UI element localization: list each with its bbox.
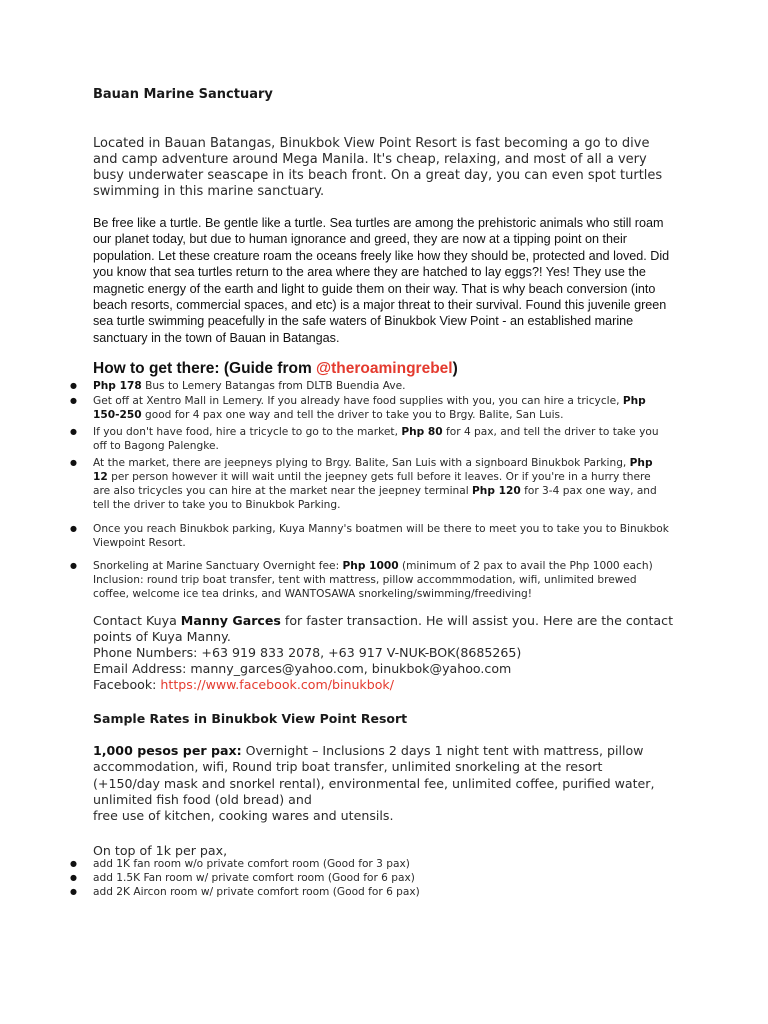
rate-description: Overnight – Inclusions 2 days 1 night tent with mattress, pillow accommodation, wifi, Round trip boat transfer, unlimited snorkeling at the resort (+150/day mask and snorkel rental), environmental fee, unlimited coffee, purified water, unlimited fish food (old bread) and bbox=[93, 743, 655, 807]
author-handle-link[interactable]: @theroamingrebel bbox=[316, 360, 453, 377]
contact-email: Email Address: manny_garces@yahoo.com, binukbok@yahoo.com bbox=[93, 661, 512, 676]
how-to-heading-close: ) bbox=[452, 360, 458, 377]
how-to-heading bbox=[93, 360, 673, 378]
contact-section bbox=[93, 613, 673, 693]
addon-item: ● add 1K fan room w/o private comfort room (Good for 3 pax) bbox=[70, 857, 670, 871]
rate-price: 1,000 pesos per pax bbox=[93, 743, 237, 758]
addons-list bbox=[70, 857, 670, 899]
direction-step: ● Php 178 Bus to Lemery Batangas from DLTB Buendia Ave. bbox=[70, 379, 670, 393]
rate-description-2: free use of kitchen, cooking wares and utensils. bbox=[93, 808, 394, 824]
contact-phone: Phone Numbers: +63 919 833 2078, +63 917 V-NUK-BOK(8685265) bbox=[93, 645, 522, 660]
contact-intro: Contact Kuya Manny Garces for faster transaction. He will assist you. Here are the contact points of Kuya Manny. bbox=[93, 613, 674, 644]
rates-paragraph: 1,000 pesos per pax: Overnight – Inclusions 2 days 1 night tent with mattress, pillow accommodation, wifi, Round trip boat transfer, unlimited snorkeling at the resort (+150/day mask and snorkel rental), environmental fee, unlimited coffee, purified water, unlimited fish food (old bread) and free use of kitchen, cooking wares and utensils. bbox=[93, 743, 673, 824]
on-top-note: On top of 1k per pax, bbox=[93, 843, 228, 858]
intro-paragraph: Located in Bauan Batangas, Binukbok View Point Resort is fast becoming a go to dive and camp adventure around Mega Manila. It's cheap, relaxing, and most of all a very busy underwater seascape in its beach front. On a great day, you can even spot turtles swimming in this marine sanctuary. bbox=[93, 136, 663, 199]
direction-step: ● Once you reach Binukbok parking, Kuya Manny's boatmen will be there to meet you to take you to Binukbok Viewpoint Resort. bbox=[70, 522, 670, 550]
turtle-paragraph: Be free like a turtle. Be gentle like a turtle. Sea turtles are among the prehistoric animals who still roam our planet today, but due to human ignorance and greed, they are now at a tipping point on their population. Let these creature roam the oceans freely like how they should be, protected and loved. Did you know that sea turtles return to the area where they are hatched to lay eggs?! Yes! They use the magnetic energy of the earth and light to guide them on their way. That is why beach conversion (into beach resorts, commercial spaces, and etc) is a major threat to their survival. Found this juvenile green sea turtle swimming peacefully in the safe waters of Binukbok View Point - an established marine sanctuary in the town of Bauan in Batangas. bbox=[93, 216, 670, 345]
addon-item: ● add 1.5K Fan room w/ private comfort room (Good for 6 pax) bbox=[70, 871, 670, 885]
facebook-link[interactable]: https://www.facebook.com/binukbok/ bbox=[160, 677, 394, 692]
rates-heading: Sample Rates in Binukbok View Point Resort bbox=[93, 711, 408, 726]
contact-facebook: Facebook: https://www.facebook.com/binukbok/ bbox=[93, 677, 394, 692]
page-title: Bauan Marine Sanctuary bbox=[93, 87, 273, 102]
directions-list bbox=[70, 379, 670, 601]
how-to-heading-guide: (Guide from bbox=[223, 360, 317, 377]
direction-step: ● If you don't have food, hire a tricycle to go to the market, Php 80 for 4 pax, and tell the driver to take you off to Bagong Palengke. bbox=[70, 425, 670, 453]
contact-name: Manny Garces bbox=[180, 613, 281, 628]
direction-step: ● At the market, there are jeepneys plying to Brgy. Balite, San Luis with a signboard Binukbok Parking, Php 12 per person however it will wait until the jeepney gets full before it leaves. Or if you're in a hurry there are also tricycles you can hire at the market near the jeepney terminal Php 120 for 3-4 pax one way, and tell the driver to take you to Binukbok Parking. bbox=[70, 456, 670, 512]
direction-step: ● Get off at Xentro Mall in Lemery. If you already have food supplies with you, you can hire a tricycle, Php 150-250 good for 4 pax one way and tell the driver to take you to Brgy. Balite, San Luis. bbox=[70, 394, 670, 422]
direction-step: ● Snorkeling at Marine Sanctuary Overnight fee: Php 1000 (minimum of 2 pax to avail the Php 1000 each) Inclusion: round trip boat transfer, tent with mattress, pillow accommmodation, wifi, unlimited brewed coffee, welcome ice tea drinks, and WANTOSAWA snorkeling/swimming/freediving! bbox=[70, 559, 670, 601]
how-to-heading-text: How to get there bbox=[93, 360, 215, 377]
how-to-heading-colon: : bbox=[214, 360, 224, 377]
addon-item: ● add 2K Aircon room w/ private comfort room (Good for 6 pax) bbox=[70, 885, 670, 899]
